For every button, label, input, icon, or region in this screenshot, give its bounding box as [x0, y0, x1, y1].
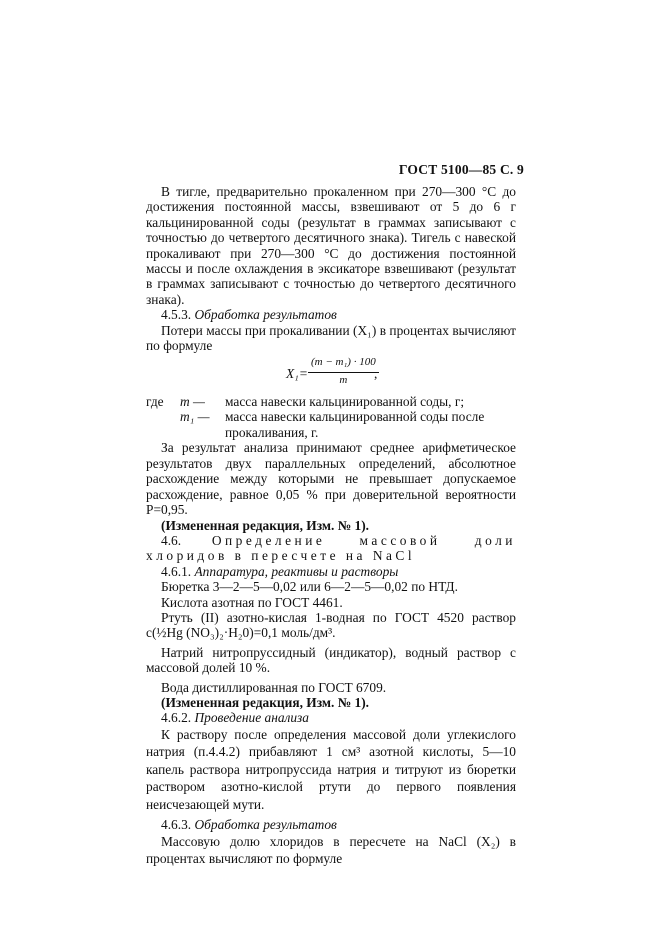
section-4-5-3 — [146, 307, 516, 322]
formula-fraction — [308, 355, 379, 388]
list-item-nitroprusside: Натрий нитропруссидный (индикатор), водный раствор с массовой долей 10 %. — [146, 644, 516, 676]
legend-desc-m1: масса навески кальцинированной соды после прокаливания, г. — [225, 409, 485, 440]
list-item-burette: Бюретка 3—2—5—0,02 или 6—2—5—0,02 по НТД. — [161, 579, 458, 595]
section-title: Обработка результатов — [194, 307, 337, 323]
section-number: 4.6.2. — [161, 710, 192, 726]
paragraph-result: За результат анализа принимают среднее арифметическое результатов двух параллельных определений, абсолютное расхождение между которыми не превышает допускаемое расхождение, равное 0,05 % при доверительной вероятности P=0,95. — [146, 440, 516, 518]
changed-edition-note: (Измененная редакция, Изм. № 1). — [161, 517, 370, 533]
formula-legend — [146, 394, 516, 440]
paragraph-chlorides: Массовую долю хлоридов в пересчете на NaCl (X₂) в процентах вычисляют по формуле — [146, 833, 516, 867]
list-item-water: Вода дистиллированная по ГОСТ 6709. — [161, 679, 387, 695]
formula-lhs: X₁= — [286, 366, 308, 382]
list-item-nitric-acid: Кислота азотная по ГОСТ 4461. — [161, 594, 343, 610]
section-title: Определение массовой доли хлоридов в пересчете на NaCl — [146, 532, 516, 564]
paragraph-procedure: К раствору после определения массовой доли углекислого натрия (п.4.4.2) прибавляют 1 см³ азотной кислоты, 5—10 капель раствора нитропруссида натрия и титруют из бюретки раствором азотно-кислой ртути до первого появления неисчезающей мути. — [146, 726, 516, 812]
formula-numerator: (m − m₁) · 100 — [308, 355, 379, 372]
legend-symbol-m: m — — [180, 394, 205, 410]
section-4-6 — [146, 533, 516, 564]
list-item-mercury: Ртуть (II) азотно-кислая 1-водная по ГОСТ 4520 раствор c(½Hg (NO₃)₂·H₂0)=0,1 моль/дм³. — [146, 609, 516, 641]
page-header: ГОСТ 5100—85 С. 9 — [398, 162, 524, 177]
section-number: 4.6. — [161, 532, 182, 548]
section-title: Аппаратура, реактивы и растворы — [194, 563, 399, 579]
section-number: 4.5.3. — [161, 307, 192, 323]
changed-edition-note: (Измененная редакция, Изм. № 1). — [161, 694, 370, 710]
paragraph-crucible: В тигле, предварительно прокаленном при 270—300 °С до достижения постоянной массы, взвешивают от 5 до 6 г кальцинированной соды (результат в граммах записывают с точностью до четвертого десятичного знака). Тигель с навеской прокаливают при 270—300 °С до достижения постоянной массы и после охлаждения в эксикаторе взвешивают (результат в граммах записывают с точностью до четвертого десятичного знака). — [146, 184, 516, 307]
body-text — [146, 184, 516, 868]
formula-comma: , — [374, 366, 378, 382]
formula-x1 — [146, 353, 516, 390]
section-number: 4.6.3. — [161, 817, 192, 833]
section-4-6-2 — [146, 710, 516, 725]
legend-symbol-m1: m₁ — — [180, 409, 210, 425]
legend-desc-m: масса навески кальцинированной соды, г; — [225, 394, 465, 410]
section-4-6-1 — [146, 564, 516, 579]
section-4-6-3 — [146, 817, 516, 832]
paragraph-mass-loss: Потери массы при прокаливании (X₁) в процентах вычисляют по формуле — [146, 322, 516, 354]
legend-lead: где — [146, 394, 164, 410]
section-title: Проведение анализа — [194, 710, 309, 726]
section-title: Обработка результатов — [194, 817, 337, 833]
formula-denominator: m — [339, 373, 348, 386]
section-number: 4.6.1. — [161, 563, 192, 579]
